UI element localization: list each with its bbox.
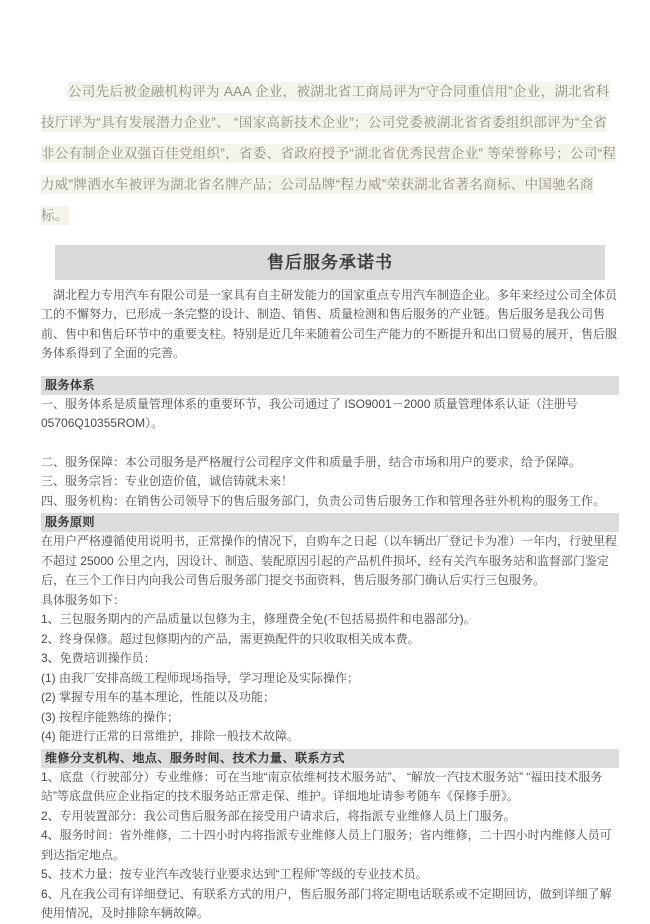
section-service-principles — [41, 513, 619, 747]
page-title: 售后服务承诺书 — [55, 245, 605, 280]
section-heading: 服务原则 — [41, 513, 619, 532]
document-page — [41, 0, 619, 924]
award-paragraph-text: 公司先后被金融机构评为 AAA 企业，被湖北省工商局评为“守合同重信用”企业，湖北省科技厅评为“具有发展潜力企业”、 “国家高新技术企业”；公司党委被湖北省省委组织部评为“全省非公有制企业双强百佳党组织”，省委、省政府授予“湖北省优秀民营企业” 等荣誉称号；公司“程力威”牌洒水车被评为湖北省名牌产品；公司品牌“程力威”荣获湖北省著名商标、中国驰名商标。 — [41, 84, 617, 223]
sub-list-item: (4) 能进行正常的日常维护，排除一般技术故障。 — [41, 729, 300, 743]
section-heading: 维修分支机构、地点、服务时间、技术力量、联系方式 — [41, 749, 619, 768]
sublist-label: 具体服务如下： — [41, 592, 126, 607]
list-item: 2、专用装置部分：我公司售后服务部在接受用户请求后，将指派专业维修人员上门服务。 — [41, 808, 516, 823]
section-paragraph: 在用户严格遵循使用说明书，正常操作的情况下，自购车之日起（以车辆出厂登记卡为准）一年内，行驶里程不超过 25000 公里之内，因设计、制造、装配原因引起的产品机件损坏，经有关汽车服务站和监督部门鉴定后，在三个工作日内向我公司售后服务部门提交书面资料，售后服务部门确认后实行三包服务。 — [41, 534, 618, 587]
list-item: 4、服务时间：省外维修，二十四小时内将指派专业维修人员上门服务；省内维修，二十四小时内维修人员可到达指定地点。 — [41, 828, 612, 862]
list-item: 2、终身保修。超过包修期内的产品，需更换配件的只收取相关成本费。 — [41, 631, 420, 646]
list-item: 一、服务体系是质量管理体系的重要环节，我公司通过了 ISO9001－2000 质量管理体系认证（注册号 05706Q10355ROM）。 — [41, 396, 578, 430]
list-item: 四、服务机构：在销售公司领导下的售后服务部门，负责公司售后服务工作和管理各驻外机构的服务工作。 — [41, 493, 606, 508]
sub-list-item: (1) 由我厂安排高级工程师现场指导，学习理论及实际操作； — [41, 670, 360, 685]
list-item: 二、服务保障：本公司服务是严格履行公司程序文件和质量手册，结合市场和用户的要求，给予保障。 — [41, 454, 582, 469]
list-item: 1、底盘（行驶部分）专业维修：可在当地“南京依维柯技术服务站”、 “解放一汽技术服务站” “福田技术服务站”等底盘供应企业指定的技术服务站正常走保、维护。详细地址请参考随车《保修手册》。 — [41, 769, 603, 803]
list-item: 3、免费培训操作员： — [41, 651, 156, 665]
section-heading: 服务体系 — [41, 376, 619, 395]
list-item: 三、服务宗旨：专业创造价值，诚信铸就未来！ — [41, 474, 294, 488]
list-item: 5、技术力量：按专业汽车改装行业要求达到“工程师”等级的专业技术员。 — [41, 867, 428, 881]
list-item: 6、凡在我公司有详细登记、有联系方式的用户，售后服务部门将定期电话联系或不定期回访，做到详细了解使用情况，及时排除车辆故障。 — [41, 886, 612, 920]
section-service-system — [41, 376, 619, 512]
sub-list-item: (3) 按程序能熟练的操作； — [41, 709, 180, 724]
award-paragraph — [41, 76, 619, 231]
section-repair-branches — [41, 749, 619, 924]
sub-list-item: (2) 掌握专用车的基本理论，性能以及功能； — [41, 690, 276, 704]
intro-paragraph: 湖北程力专用汽车有限公司是一家具有自主研发能力的国家重点专用汽车制造企业。多年来经过公司全体员工的不懈努力，已形成一条完整的设计、制造、销售、质量检测和售后服务的产业链。售后服务是我公司售前、售中和售后环节中的重要支柱。特别是近几年来随着公司生产能力的不断提升和出口贸易的展开，售后服务体系得到了全面的完善。 — [41, 287, 618, 360]
list-item: 1、三包服务期内的产品质量以包修为主，修理费全免(不包括易损件和电器部分)。 — [41, 612, 476, 626]
